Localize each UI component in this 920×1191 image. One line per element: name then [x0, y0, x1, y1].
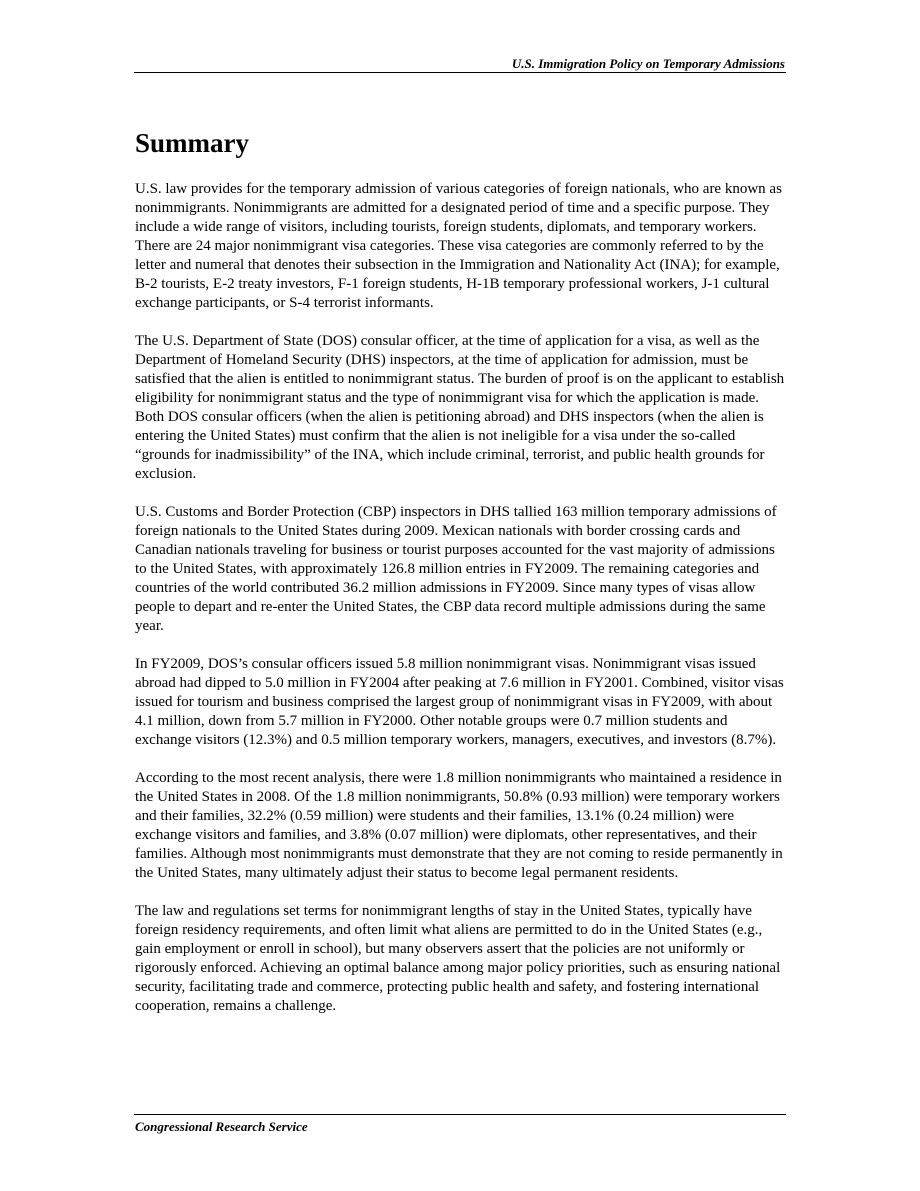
summary-paragraph-4: In FY2009, DOS’s consular officers issued 5.8 million nonimmigrant visas. Nonimmigrant visas issued abroad had dipped to 5.0 million in FY2004 after peaking at 7.6 million in FY2001. Combined, visitor visas issued for tourism and business comprised the largest group of nonimmigrant visas in FY2009, with about 4.1 million, down from 5.7 million in FY2000. Other notable groups were 0.7 million students and exchange visitors (12.3%) and 0.5 million temporary workers, managers, executives, and investors (8.7%).: [135, 656, 784, 748]
running-footer: Congressional Research Service: [135, 1119, 308, 1134]
summary-paragraph-1: U.S. law provides for the temporary admission of various categories of foreign nationals, who are known as nonimmigrants. Nonimmigrants are admitted for a designated period of time and a specific purpose. They include a wide range of visitors, including tourists, foreign students, diplomats, and temporary workers. There are 24 major nonimmigrant visa categories. These visa categories are commonly referred to by the letter and numeral that denotes their subsection in the Immigration and Nationality Act (INA); for example, B-2 tourists, E-2 treaty investors, F-1 foreign students, H-1B temporary professional workers, J-1 cultural exchange participants, or S-4 terrorist informants.: [135, 181, 782, 311]
page-body: [135, 124, 787, 1035]
page-title: Summary: [135, 128, 249, 158]
summary-paragraph-5: According to the most recent analysis, there were 1.8 million nonimmigrants who maintained a residence in the United States in 2008. Of the 1.8 million nonimmigrants, 50.8% (0.93 million) were temporary workers and their families, 32.2% (0.59 million) were students and their families, 13.1% (0.24 million) were exchange visitors and families, and 3.8% (0.07 million) were diplomats, other representatives, and their families. Although most nonimmigrants must demonstrate that they are not coming to reside permanently in the United States, many ultimately adjust their status to become legal permanent residents.: [135, 770, 783, 881]
summary-paragraph-2: The U.S. Department of State (DOS) consular officer, at the time of application for a visa, as well as the Department of Homeland Security (DHS) inspectors, at the time of application for admission, must be satisfied that the alien is entitled to nonimmigrant status. The burden of proof is on the applicant to establish eligibility for nonimmigrant status and the type of nonimmigrant visa for which the application is made. Both DOS consular officers (when the alien is petitioning abroad) and DHS inspectors (when the alien is entering the United States) must confirm that the alien is not ineligible for a visa under the so-called “grounds for inadmissibility” of the INA, which include criminal, terrorist, and public health grounds for exclusion.: [135, 333, 785, 482]
summary-paragraph-3: U.S. Customs and Border Protection (CBP) inspectors in DHS tallied 163 million temporary admissions of foreign nationals to the United States during 2009. Mexican nationals with border crossing cards and Canadian nationals traveling for business or tourist purposes accounted for the vast majority of admissions to the United States, with approximately 126.8 million entries in FY2009. The remaining categories and countries of the world contributed 36.2 million admissions in FY2009. Since many types of visas allow people to depart and re-enter the United States, the CBP data record multiple admissions during the same year.: [135, 504, 777, 634]
running-header: U.S. Immigration Policy on Temporary Admissions: [511, 56, 785, 71]
header-rule: [134, 72, 786, 73]
summary-paragraph-6: The law and regulations set terms for nonimmigrant lengths of stay in the United States, typically have foreign residency requirements, and often limit what aliens are permitted to do in the United States (e.g., gain employment or enroll in school), but many observers assert that the policies are not uniformly or rigorously enforced. Achieving an optimal balance among major policy priorities, such as ensuring national security, facilitating trade and commerce, protecting public health and safety, and fostering international cooperation, remains a challenge.: [135, 903, 781, 1014]
footer-rule: [134, 1114, 786, 1115]
